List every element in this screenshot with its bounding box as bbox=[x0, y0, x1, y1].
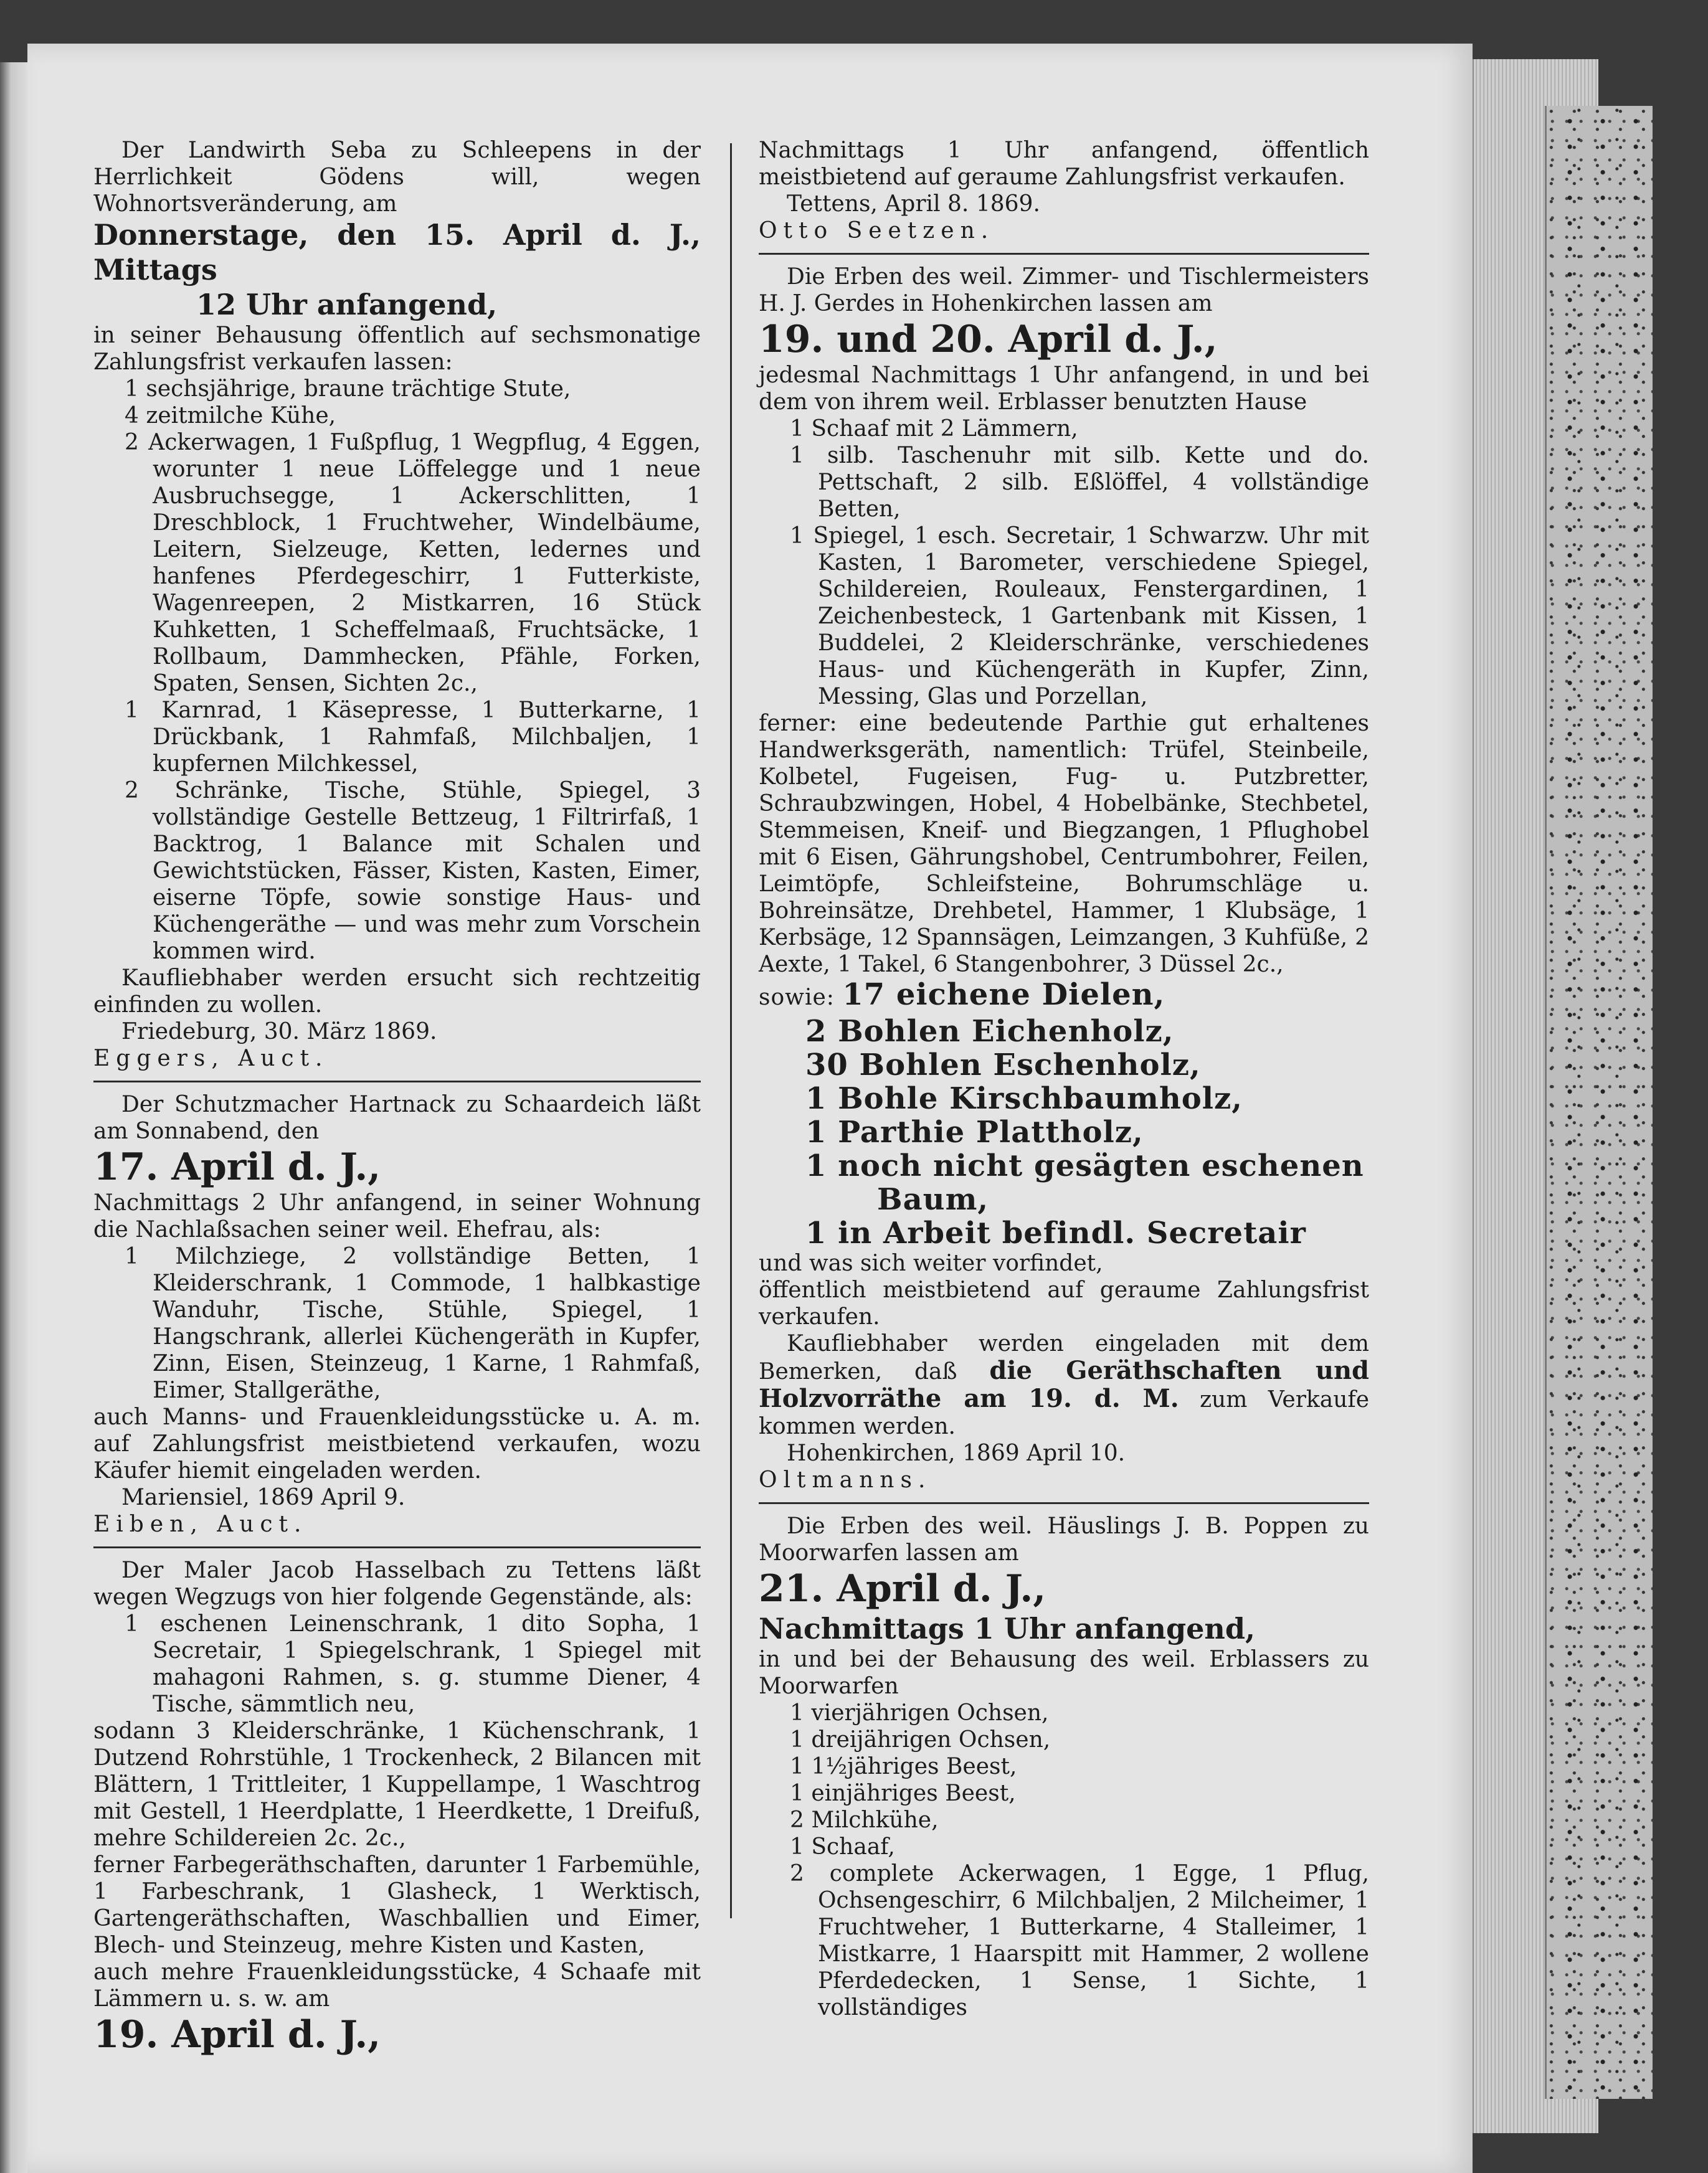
ad-item: 2 Schränke, Tische, Stühle, Spiegel, 3 vollständige Gestelle Bettzeug, 1 Filtrirfaß, 1 Backtrog, 1 Balance mit Schalen und Gewichtstücken, Fässer, Kisten, Kasten, Eimer, eiserne Töpfe, sowie sonstige Haus- und Küchengeräthe — und was mehr zum Vorschein kommen wird. bbox=[125, 778, 701, 964]
ad-item: 1 einjähriges Beest, bbox=[790, 1781, 1016, 1806]
bold-item: 2 Bohlen Eichenholz, bbox=[805, 1014, 1174, 1049]
ad-items: 1 Milchziege, 2 vollständige Betten, 1 Kleiderschrank, 1 Commode, 1 halbkastige Wanduhr, Tische, Stühle, Spiegel, 1 Hangschrank, allerlei Küchengeräth in Kupfer, Zinn, Eisen, Steinzeug, 1 Karne, 1 Rahmfaß, Eimer, Stallgeräthe, bbox=[125, 1244, 701, 1403]
ad-place-date: Mariensiel, 1869 April 9. bbox=[121, 1485, 406, 1510]
closing-emphasis: die Geräthschaften und Holzvorräthe am 19. d. M. bbox=[759, 1356, 1369, 1413]
ad-hasselbach bbox=[93, 1557, 701, 2057]
ad-item: 1 Schaaf mit 2 Lämmern, bbox=[790, 416, 1078, 442]
ad-gerdes bbox=[759, 263, 1369, 1494]
ad-date: 17. April d. J., bbox=[93, 1145, 381, 1189]
ad-signature: Oltmanns. bbox=[759, 1467, 932, 1493]
left-page-edge bbox=[0, 62, 27, 2173]
ad-intro: Die Erben des weil. Häuslings J. B. Poppen zu Moorwarfen lassen am bbox=[759, 1513, 1369, 1566]
ad-signature: Eiben, Auct. bbox=[93, 1512, 308, 1537]
closing-text: Kaufliebhaber werden eingeladen mit dem Bemerken, daß bbox=[759, 1331, 1369, 1385]
ad-ferner: ferner: eine bedeutende Parthie gut erhaltenes Handwerksgeräth, namentlich: Trüfel, Steinbeile, Kolbetel, Fugeisen, Fug- u. Putzbretter, Schraubzwingen, Hobel, 4 Hobelbänke, Stechbetel, Stemmeisen, Kneif- und Biegzangen, 1 Pflughobel mit 6 Eisen, Gährungshobel, Centrumbohrer, Feilen, Leimtöpfe, Schleifsteine, Bohrumschläge u. Bohreinsätze, Drehbetel, Hammer, 1 Klubsäge, 1 Kerbsäge, 12 Spannsägen, Leimzangen, 3 Kuhfüße, 2 Aexte, 1 Takel, 6 Stangenbohrer, 3 Düssel 2c., bbox=[759, 711, 1369, 977]
ad-items: ferner Farbegeräthschaften, darunter 1 Farbemühle, 1 Farbeschrank, 1 Glasheck, 1 Werktisch, Gartengeräthschaften, Waschballien und Eimer, Blech- und Steinzeug, mehre Kisten und Kasten, bbox=[93, 1852, 701, 1958]
ad-intro: Die Erben des weil. Zimmer- und Tischlermeisters H. J. Gerdes in Hohenkirchen lassen am bbox=[759, 264, 1369, 316]
bold-item: Baum, bbox=[877, 1182, 989, 1217]
ad-item: 1 sechsjährige, braune trächtige Stute, bbox=[125, 376, 571, 402]
bold-item-list bbox=[759, 978, 1369, 1250]
column-divider bbox=[730, 143, 732, 1918]
ad-item: 1 vierjährigen Ochsen, bbox=[790, 1700, 1049, 1726]
ad-date-time: Nachmittags 1 Uhr anfangend, bbox=[759, 1612, 1256, 1645]
ad-seba bbox=[93, 137, 701, 1072]
ad-item: 1 1½jähriges Beest, bbox=[790, 1754, 1017, 1779]
ad-sale: öffentlich meistbietend auf geraume Zahlungsfrist verkaufen. bbox=[759, 1277, 1369, 1330]
ad-intro: Der Landwirth Seba zu Schleepens in der Herrlichkeit Gödens will, wegen Wohnortsveränderung, am bbox=[93, 138, 701, 217]
ad-date: 19. und 20. April d. J., bbox=[759, 318, 1218, 361]
ad-separator bbox=[93, 1546, 701, 1548]
ad-intro: Der Schutzmacher Hartnack zu Schaardeich läßt am Sonnabend, den bbox=[93, 1092, 701, 1144]
ad-item: 1 Karnrad, 1 Käsepresse, 1 Butterkarne, 1 Drückbank, 1 Rahmfaß, Milchbaljen, 1 kupfernen Milchkessel, bbox=[125, 698, 701, 777]
ad-item: 1 Schaaf, bbox=[790, 1834, 895, 1860]
ad-after: in seiner Behausung öffentlich auf sechsmonatige Zahlungsfrist verkaufen lassen: bbox=[93, 323, 701, 375]
speckled-book-edge bbox=[1545, 106, 1653, 2099]
ad-place-date: Tettens, April 8. 1869. bbox=[787, 191, 1040, 217]
ad-items: auch mehre Frauenkleidungsstücke, 4 Schaafe mit Lämmern u. s. w. am bbox=[93, 1959, 701, 2012]
ad-hartnack bbox=[93, 1091, 701, 1538]
ad-item: 1 Spiegel, 1 esch. Secretair, 1 Schwarzw. Uhr mit Kasten, 1 Barometer, verschiedene Spiegel, Schildereien, Rouleaux, Fenstergardinen, 1 Zeichenbesteck, 1 Gartenbank mit Kissen, 1 Buddelei, 2 Kleiderschränke, verschiedenes Haus- und Küchengeräth in Kupfer, Zinn, Messing, Glas und Porzellan, bbox=[790, 523, 1369, 709]
ad-also: auch Manns- und Frauenkleidungsstücke u. A. m. auf Zahlungsfrist meistbietend verkaufen, wozu Käufer hiemit eingeladen werden. bbox=[93, 1404, 701, 1484]
ad-item: 1 dreijährigen Ochsen, bbox=[790, 1727, 1051, 1753]
sowie-label: sowie: bbox=[759, 985, 835, 1010]
bold-item: 1 noch nicht gesägten eschenen bbox=[805, 1148, 1364, 1183]
ad-items: sodann 3 Kleiderschränke, 1 Küchenschrank, 1 Dutzend Rohrstühle, 1 Trockenheck, 2 Bilancen mit Blättern, 1 Trittleiter, 1 Kuppellampe, 1 Waschtrog mit Gestell, 1 Heerdplatte, 1 Heerdkette, 1 Dreifuß, mehre Schildereien 2c. 2c., bbox=[93, 1718, 701, 1851]
bold-item: 1 in Arbeit befindl. Secretair bbox=[805, 1216, 1306, 1251]
left-column bbox=[93, 137, 701, 2057]
ad-closing: Kaufliebhaber werden ersucht sich rechtzeitig einfinden zu wollen. bbox=[93, 965, 701, 1018]
ad-signature: Otto Seetzen. bbox=[759, 218, 995, 244]
ad-item: 4 zeitmilche Kühe, bbox=[125, 403, 336, 428]
right-column bbox=[759, 137, 1369, 2021]
ad-item: 2 Ackerwagen, 1 Fußpflug, 1 Wegpflug, 4 Eggen, worunter 1 neue Löffelegge und 1 neue Ausbruchsegge, 1 Ackerschlitten, 1 Dreschblock, 1 Fruchtweher, Windelbäume, Leitern, Sielzeuge, Ketten, ledernes und hanfenes Pferdegeschirr, 1 Futterkiste, Wagenreepen, 2 Mistkarren, 16 Stück Kuhketten, 1 Scheffelmaaß, Fruchtsäcke, 1 Rollbaum, Dammhecken, Pfähle, Forken, Spaten, Sensen, Sichten 2c., bbox=[125, 430, 701, 696]
ad-intro: Der Maler Jacob Hasselbach zu Tettens läßt wegen Wegzugs von hier folgende Gegenstände, als: bbox=[93, 1558, 701, 1610]
ad-closing bbox=[759, 1330, 1369, 1440]
bold-item: 30 Bohlen Eschenholz, bbox=[805, 1048, 1201, 1082]
ad-date-time: 12 Uhr anfangend, bbox=[196, 288, 498, 321]
ad-item: 1 silb. Taschenuhr mit silb. Kette und do. Pettschaft, 2 silb. Eßlöffel, 4 vollständige Betten, bbox=[790, 443, 1369, 522]
ad-poppen bbox=[759, 1513, 1369, 2021]
ad-item: 2 Milchkühe, bbox=[790, 1807, 939, 1833]
ad-date: 21. April d. J., bbox=[759, 1567, 1046, 1611]
ad-separator bbox=[93, 1081, 701, 1082]
ad-date: 19. April d. J., bbox=[93, 2013, 381, 2057]
bold-item: 1 Bohle Kirschbaumholz, bbox=[805, 1081, 1243, 1116]
ad-place-date: Hohenkirchen, 1869 April 10. bbox=[787, 1441, 1126, 1466]
ad-items: 1 eschenen Leinenschrank, 1 dito Sopha, 1 Secretair, 1 Spiegelschrank, 1 Spiegel mit mahagoni Rahmen, s. g. stumme Diener, 4 Tische, sämmtlich neu, bbox=[125, 1611, 701, 1717]
ad-signature: Eggers, Auct. bbox=[93, 1046, 329, 1071]
closing-text: zum Verkaufe kommen werden. bbox=[759, 1387, 1370, 1439]
ad-weiter: und was sich weiter vorfindet, bbox=[759, 1251, 1103, 1276]
ad-after: in und bei der Behausung des weil. Erblassers zu Moorwarfen bbox=[759, 1647, 1369, 1699]
ad-separator bbox=[759, 1502, 1369, 1504]
bold-item: 17 eichene Dielen, bbox=[842, 977, 1165, 1012]
ad-after: Nachmittags 2 Uhr anfangend, in seiner Wohnung die Nachlaßsachen seiner weil. Ehefrau, als: bbox=[93, 1190, 701, 1243]
ad-text: Nachmittags 1 Uhr anfangend, öffentlich meistbietend auf geraume Zahlungsfrist verkaufen. bbox=[759, 138, 1369, 190]
ad-after: jedesmal Nachmittags 1 Uhr anfangend, in und bei dem von ihrem weil. Erblasser benutzten Hause bbox=[759, 362, 1369, 415]
ad-item: 2 complete Ackerwagen, 1 Egge, 1 Pflug, Ochsengeschirr, 6 Milchbaljen, 2 Milcheimer, 1 Fruchtweher, 1 Butterkarne, 4 Stalleimer, 1 Mistkarre, 1 Haarspitt mit Hammer, 2 wollene Pferdedecken, 1 Sense, 1 Sichte, 1 vollständiges bbox=[790, 1861, 1369, 2020]
ad-hasselbach-continued bbox=[759, 137, 1369, 244]
bold-item: 1 Parthie Plattholz, bbox=[805, 1115, 1144, 1150]
ad-sowie-label bbox=[759, 978, 1369, 1015]
ad-separator bbox=[759, 253, 1369, 255]
ad-date: Donnerstage, den 15. April d. J., Mittags bbox=[93, 218, 701, 286]
ad-place-date: Friedeburg, 30. März 1869. bbox=[121, 1019, 437, 1044]
